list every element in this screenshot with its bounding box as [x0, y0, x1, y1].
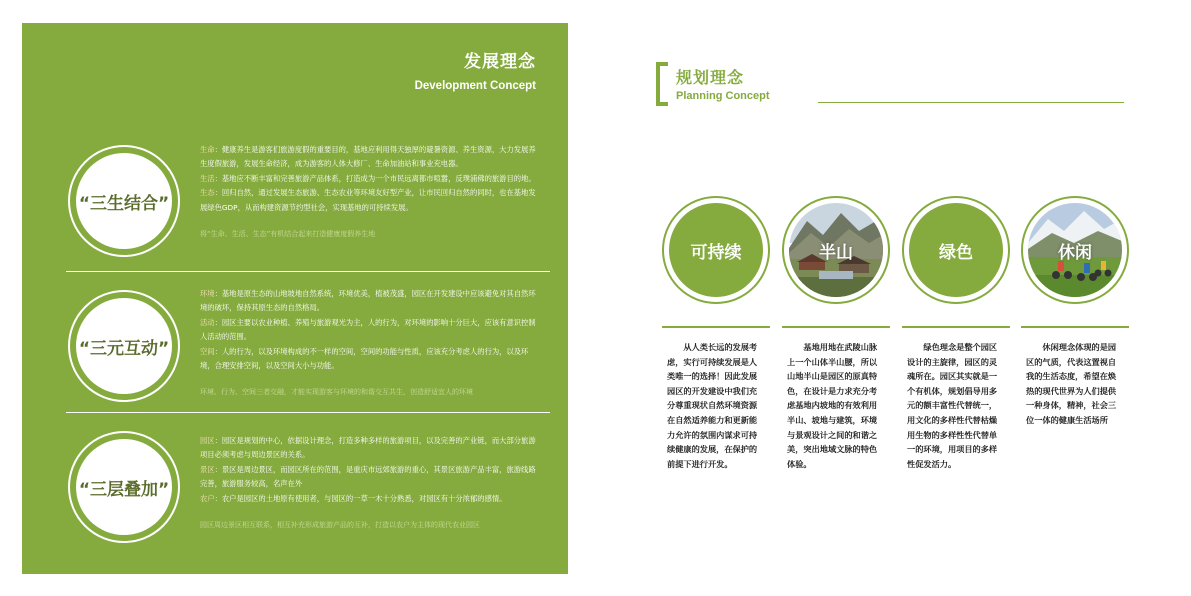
planning-circle [782, 196, 890, 304]
bracket-icon [656, 62, 668, 106]
concept-line: 农户：农户是园区的土地原有使用者，与园区的一草一木十分熟悉，对园区有十分浓郁的感情。 [200, 493, 507, 503]
concept-section-sanyuan [22, 285, 568, 411]
card-rule [902, 326, 1010, 328]
planning-title-en: Planning Concept [676, 90, 770, 102]
concept-line: 环境：基地是原生态的山地坡地自然系统，环境优美，植被茂盛，园区在开发建设中应该避免对其自然环境的破坏，保持其原生态的自然格局。 [200, 289, 536, 313]
planning-desc: 从人类长远的发展考虑，实行可持续发展是人类唯一的选择！因此发展园区的开发建设中我们充分尊重现状自然环境资源在自然适养能力和更新能力允许的氛围内谋求可持续健康的发展，在保护的前提下进行开发。 [667, 342, 758, 469]
card-rule [782, 326, 890, 328]
concept-summary: 园区周边景区相互联系，相互补充形成旅游产品的互补，打造以农户为主体的现代农业园区 [200, 521, 480, 530]
planning-label: 休闲 [1058, 242, 1092, 263]
planning-label: 半山 [819, 242, 853, 263]
card-rule [1021, 326, 1129, 328]
concept-name: “三生结合” [78, 193, 170, 214]
concept-line: 生活：基地应不断丰富和完善旅游产品体系，打造成为一个市民远离都市喧嚣，反璞浦佛的旅游目的地。 [200, 173, 536, 183]
planning-title-cn: 规划理念 [676, 68, 745, 87]
development-title [415, 47, 536, 92]
concept-section-sanceng [22, 423, 568, 553]
planning-circle [902, 196, 1010, 304]
planning-label: 绿色 [939, 242, 973, 263]
development-title-cn: 发展理念 [464, 52, 536, 72]
concept-line: 空间：人的行为，以及环境构成的不一样的空间，空间的功能与性质，应该充分考虑人的行为，以及环境，合理安排空间，以及空间大小与功能。 [200, 346, 529, 371]
concept-line: 景区：景区是周边景区，而园区所在的范围，是重庆市远郊旅游的重心，其景区旅游产品丰富，旅游线路完善，旅游服务较高，名声在外 [200, 464, 536, 489]
concept-text [200, 434, 540, 532]
concept-summary: 环境、行为、空间三者交融，才能实现游客与环境的和谐交互共生，创造舒适宜人的环境 [200, 388, 473, 397]
planning-label: 可持续 [690, 242, 742, 263]
planning-desc: 基地用地在武陵山脉上一个山体半山腰，所以山地半山是园区的原真特色，在设计是力求充分考虑基地内坡地的有效利用半山、坡地与建筑，环境与景观设计之间的和谐之美，突出地域文脉的特色体验。 [787, 342, 878, 469]
concept-section-sansheng [22, 141, 568, 271]
concept-circle [68, 145, 180, 257]
planning-concept-header [656, 62, 1136, 106]
concept-line: 生命：健康养生是游客们旅游度假的重要目的，基地应利用得天独厚的避暑资源、养生资源，大力发展养生度假旅游，发展生命经济，成为游客的人体大修厂、生命加油站和事业充电器。 [200, 145, 536, 169]
planning-card-sustainable [661, 196, 771, 471]
planning-desc: 绿色理念是整个园区设计的主旋律，园区的灵魂所在。园区其实就是一个有机体，规划倡导用多元的额丰富性代替统一，用文化的多样性代替枯燥用生物的多样性性代替单一的环境，用项目的多样性促发活力。 [907, 342, 998, 469]
header-rule [818, 102, 1124, 103]
concept-circle [68, 290, 180, 402]
section-divider [66, 412, 550, 413]
concept-name: “三元互动” [78, 338, 170, 359]
development-title-en: Development Concept [414, 80, 536, 92]
concept-line: 园区：园区是规划的中心，依据设计理念，打造多种多样的旅游项目，以及完善的产业链，而大部分旅游项目必须考虑与周边景区的关系。 [200, 436, 536, 460]
concept-line: 生态：回归自然，通过发展生态旅游、生态农业等环境友好型产业，让市民回归自然的同时，也在基地发展绿色GDP，从而构建资源节约型社会，实现基地的可持续发展。 [200, 188, 536, 212]
concept-text [200, 287, 540, 400]
planning-card-green [901, 196, 1011, 471]
planning-card-leisure [1020, 196, 1130, 428]
concept-name: “三层叠加” [78, 479, 170, 500]
concept-line: 活动：园区主要以农业种植、养殖与旅游观光为主，人的行为，对环境的影响十分巨大，应该有意识控制人活动的范围。 [200, 317, 536, 342]
planning-desc: 休闲理念体现的是园区的气质，代表这置视自我的生活态度，希望在焕热的现代世界为人们提供一种身体，精神，社会三位一体的健康生活场所 [1026, 342, 1117, 425]
development-concept-panel [22, 23, 568, 574]
concept-circle [68, 431, 180, 543]
card-rule [662, 326, 770, 328]
concept-summary: 将“生命、生活、生态”有机结合起来打造健康度假养生地 [200, 230, 376, 239]
planning-circle [1021, 196, 1129, 304]
concept-text [200, 143, 540, 241]
section-divider [66, 271, 550, 272]
planning-card-banshan [781, 196, 891, 471]
planning-circle [662, 196, 770, 304]
